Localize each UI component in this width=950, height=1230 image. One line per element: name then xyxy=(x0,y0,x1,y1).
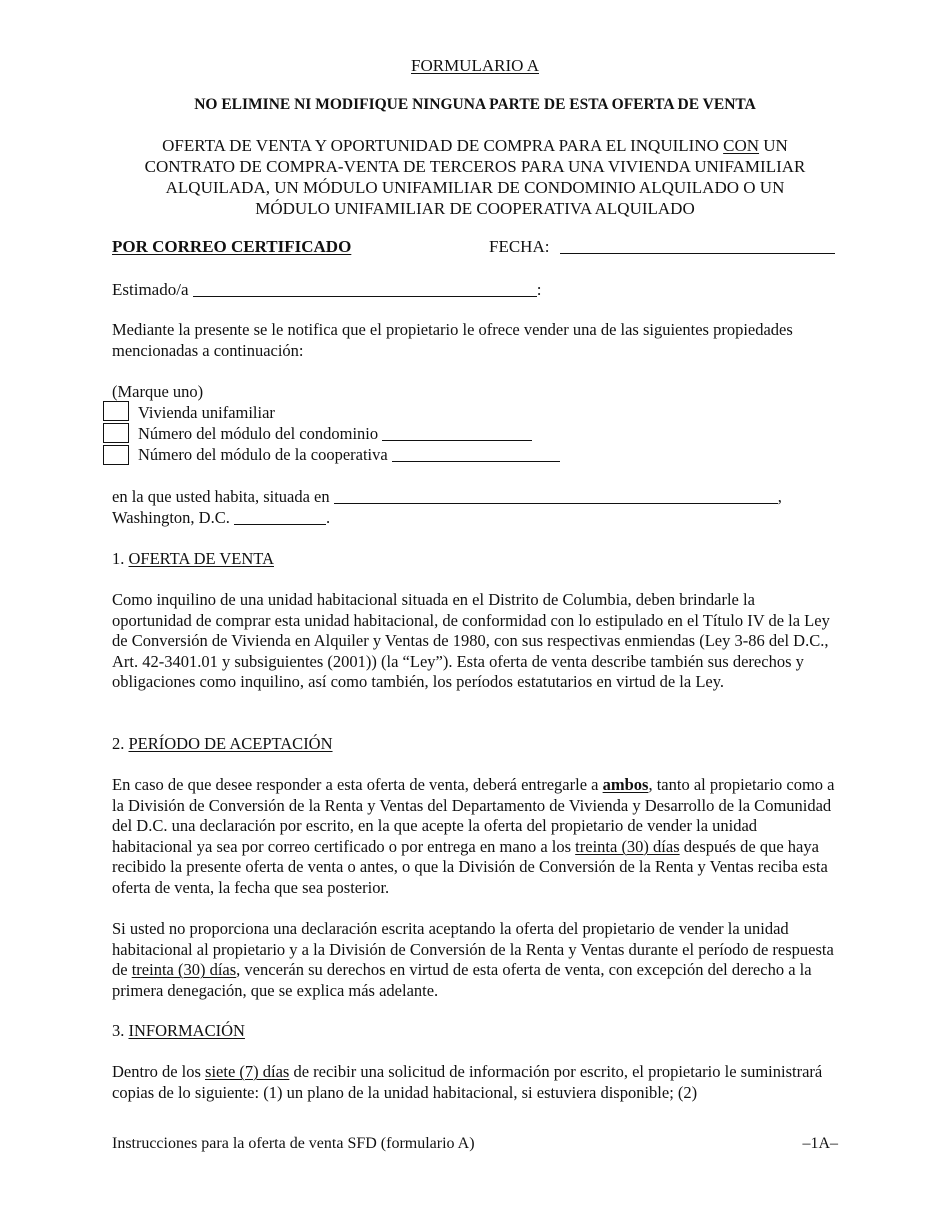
section-1-text: Como inquilino de una unidad habitacional situada en el Distrito de Columbia, deben brindarle la oportunidad de comprar esta unidad habitacional, de conformidad con lo estipulado en el Título IV de la Ley de Conversión de Vivienda en Alquiler y Ventas de 1980, con sus respectivas enmiendas (Ley 3-86 del D.C., Art. 42-3401.01 y subsiguientes (2001)) (la “Ley”). Esta oferta de venta describe también sus derechos y obligaciones como inquilino, así como también, los períodos estatutarios en virtud de la Ley. xyxy=(112,590,830,692)
date-blank[interactable] xyxy=(560,239,835,254)
section-1-heading: 1. OFERTA DE VENTA xyxy=(112,549,274,568)
address-blank[interactable] xyxy=(334,489,778,504)
offer-heading: OFERTA DE VENTA Y OPORTUNIDAD DE COMPRA PARA EL INQUILINO CON UN CONTRATO DE COMPRA-VENTA DE TERCEROS PARA UNA VIVIENDA UNIFAMILIAR ALQUILADA, UN MÓDULO UNIFAMILIAR DE CONDOMINIO ALQUILADO O UN MÓDULO UNIFAMILIAR DE COOPERATIVA ALQUILADO xyxy=(144,136,806,218)
warning-banner: NO ELIMINE NI MODIFIQUE NINGUNA PARTE DE ESTA OFERTA DE VENTA xyxy=(194,96,756,113)
checkbox-condo-unit[interactable] xyxy=(103,423,129,443)
salutation: Estimado/a : xyxy=(112,280,542,299)
date-field[interactable]: FECHA: xyxy=(489,237,835,257)
city-line: Washington, D.C. . xyxy=(112,508,331,527)
footer-instructions: Instrucciones para la oferta de venta SFD (formulario A) xyxy=(112,1135,475,1152)
coop-unit-blank[interactable] xyxy=(392,447,560,462)
recipient-name-blank[interactable] xyxy=(193,282,537,297)
option-single-family: Vivienda unifamiliar xyxy=(138,403,275,422)
section-2-paragraph-2: Si usted no proporciona una declaración escrita aceptando la oferta del propietario de vender la unidad habitacional al propietario y a la División de Conversión de la Renta y Ventas durante el período de respuesta de treinta (30) días, vencerán su derechos en virtud de esta oferta de venta, con excepción del derecho a la primera denegación, que se explica más adelante. xyxy=(112,919,834,1000)
section-3-text: Dentro de los siete (7) días de recibir una solicitud de información por escrito, el propietario le suministrará copias de lo siguiente: (1) un plano de la unidad habitacional, si estuviera disponible; (2) xyxy=(112,1062,823,1102)
zip-blank[interactable] xyxy=(234,510,326,525)
mark-one-label: (Marque uno) xyxy=(112,382,204,401)
form-title: FORMULARIO A xyxy=(411,56,539,75)
location-line: en la que usted habita, situada en , xyxy=(112,487,782,506)
delivery-method: POR CORREO CERTIFICADO xyxy=(112,237,352,256)
checkbox-coop-unit[interactable] xyxy=(103,445,129,465)
option-condo-unit: Número del módulo del condominio xyxy=(138,424,738,445)
section-3-heading: 3. INFORMACIÓN xyxy=(112,1021,245,1040)
notice-paragraph: Mediante la presente se le notifica que el propietario le ofrece vender una de las siguientes propiedades mencionadas a continuación: xyxy=(112,320,793,360)
section-2-heading: 2. PERÍODO DE ACEPTACIÓN xyxy=(112,734,333,753)
condo-unit-blank[interactable] xyxy=(382,426,532,441)
checkbox-single-family[interactable] xyxy=(103,401,129,421)
section-2-paragraph-1: En caso de que desee responder a esta oferta de venta, deberá entregarle a ambos, tanto al propietario como a la División de Conversión de la Renta y Ventas del Departamento de Vivienda y Desarrollo de la Comunidad del D.C. una declaración por escrito, en la que acepte la oferta del propietario de vender la unidad habitacional ya sea por correo certificado o por entrega en mano a los treinta (30) días después de que haya recibido la presente oferta de venta o antes, o que la División de Conversión de la Renta y Ventas reciba esta oferta de venta, la fecha que sea posterior. xyxy=(112,775,835,897)
option-coop-unit: Número del módulo de la cooperativa xyxy=(138,445,738,466)
page-number: –1A– xyxy=(802,1135,838,1152)
